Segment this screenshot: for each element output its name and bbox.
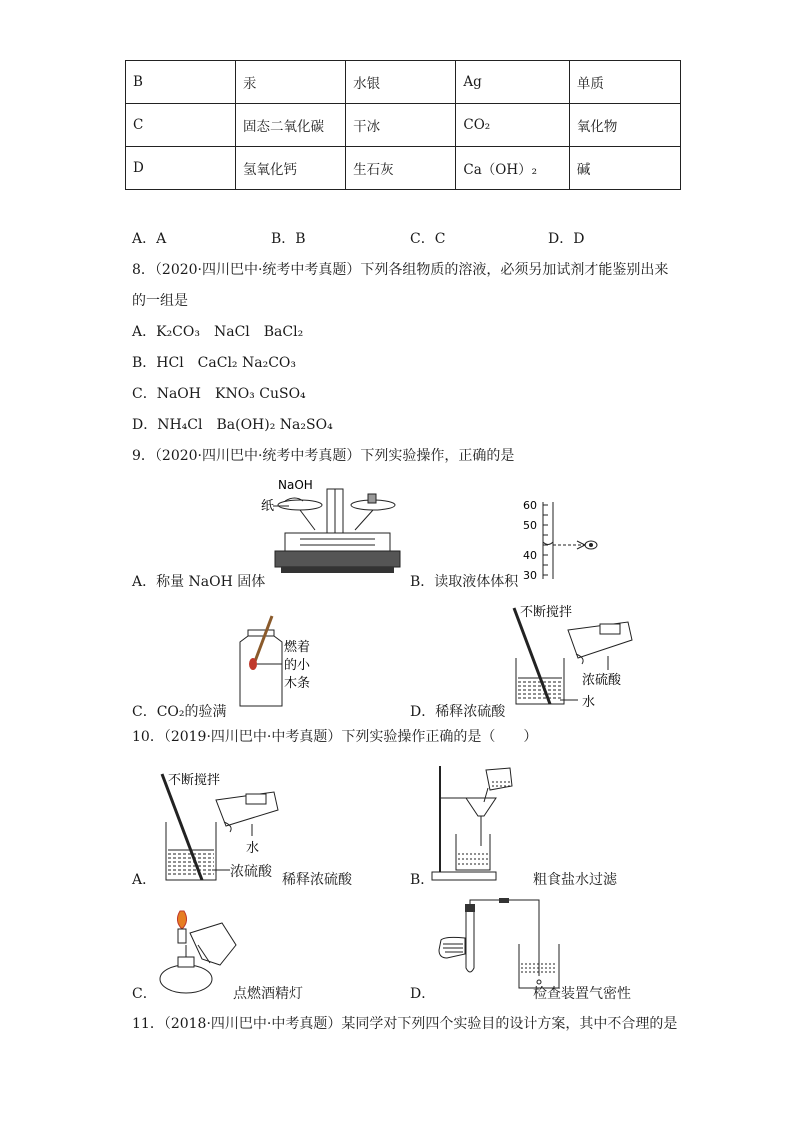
table-cell: 水银 bbox=[346, 61, 456, 104]
q10-option-d[interactable]: D． bbox=[410, 986, 436, 1002]
acid-label: 浓硫酸 bbox=[582, 673, 622, 688]
table-cell: 固态二氧化碳 bbox=[235, 104, 345, 147]
stir-label-q10: 不断搅拌 bbox=[168, 773, 221, 788]
table-cell: Ca（OH）₂ bbox=[456, 147, 569, 190]
q10-option-a[interactable]: A． bbox=[132, 872, 157, 888]
q10-option-d-caption: 检查装置气密性 bbox=[533, 986, 631, 1002]
q10-option-a-caption: 稀释浓硫酸 bbox=[282, 872, 352, 888]
paper-label: 纸 bbox=[261, 499, 275, 514]
stick-label-3: 木条 bbox=[284, 676, 311, 691]
q7-option-b[interactable]: B．B bbox=[271, 231, 306, 247]
table-cell: 氢氧化钙 bbox=[235, 147, 345, 190]
tick-40: 40 bbox=[523, 549, 537, 562]
q9-option-d[interactable]: D．稀释浓硫酸 bbox=[410, 704, 506, 720]
q8-option-c[interactable]: C．NaOH KNO₃ CuSO₄ bbox=[132, 386, 306, 402]
co2-bottle-figure bbox=[232, 614, 342, 709]
q7-option-c[interactable]: C．C bbox=[410, 231, 446, 247]
q10-option-b[interactable]: B． bbox=[410, 872, 435, 888]
dilution-figure-q9 bbox=[508, 600, 653, 712]
table-row bbox=[126, 147, 681, 190]
alcohol-lamp-figure bbox=[150, 905, 245, 1000]
tick-30: 30 bbox=[523, 569, 537, 582]
q7-option-a[interactable]: A．A bbox=[132, 231, 167, 247]
table-cell: 干冰 bbox=[346, 104, 456, 147]
table-cell: B bbox=[126, 61, 236, 104]
table-cell: 单质 bbox=[569, 61, 680, 104]
stir-label: 不断搅拌 bbox=[520, 605, 573, 620]
q8-option-d[interactable]: D．NH₄Cl Ba(OH)₂ Na₂SO₄ bbox=[132, 417, 333, 433]
balance-figure bbox=[255, 475, 405, 580]
stick-label-1: 燃着 bbox=[284, 640, 311, 655]
filtration-figure bbox=[430, 762, 540, 884]
q8-stem-line1: 8．（2020·四川巴中·统考中考真题）下列各组物质的溶液，必须另加试剂才能鉴别出来 bbox=[132, 262, 669, 278]
acid-label-q10: 浓硫酸 bbox=[230, 864, 272, 880]
table-cell: D bbox=[126, 147, 236, 190]
table-cell: 汞 bbox=[235, 61, 345, 104]
q10-option-b-caption: 粗食盐水过滤 bbox=[533, 872, 617, 888]
naoh-label: NaOH bbox=[278, 478, 313, 492]
q10-option-c[interactable]: C． bbox=[132, 986, 157, 1002]
substance-table bbox=[125, 60, 681, 190]
table-cell: C bbox=[126, 104, 236, 147]
table-cell: 氧化物 bbox=[569, 104, 680, 147]
q7-option-d[interactable]: D．D bbox=[548, 231, 585, 247]
stick-label-2: 的小 bbox=[284, 658, 311, 673]
q11-stem: 11．（2018·四川巴中·中考真题）某同学对下列四个实验目的设计方案，其中不合理的是 bbox=[132, 1016, 678, 1032]
q8-stem-line2: 的一组是 bbox=[132, 293, 188, 309]
table-cell: 生石灰 bbox=[346, 147, 456, 190]
q10-stem: 10．（2019·四川巴中·中考真题）下列实验操作正确的是（ ） bbox=[132, 729, 538, 745]
table-cell: CO₂ bbox=[456, 104, 569, 147]
q9-option-a[interactable]: A．称量 NaOH 固体 bbox=[132, 574, 266, 590]
q8-option-b[interactable]: B．HCl CaCl₂ Na₂CO₃ bbox=[132, 355, 297, 371]
water-label-q10: 水 bbox=[246, 841, 260, 856]
q9-stem: 9．（2020·四川巴中·统考中考真题）下列实验操作，正确的是 bbox=[132, 448, 515, 464]
q10-option-c-caption: 点燃酒精灯 bbox=[233, 986, 303, 1002]
q9-option-c[interactable]: C．CO₂的验满 bbox=[132, 704, 227, 720]
tick-50: 50 bbox=[523, 519, 537, 532]
tick-60: 60 bbox=[523, 499, 537, 512]
water-label: 水 bbox=[582, 695, 596, 710]
q9-option-b[interactable]: B．读取液体体积 bbox=[410, 574, 519, 590]
table-cell: 碱 bbox=[569, 147, 680, 190]
q8-option-a[interactable]: A．K₂CO₃ NaCl BaCl₂ bbox=[132, 324, 304, 340]
table-row bbox=[126, 104, 681, 147]
cylinder-figure bbox=[515, 497, 605, 585]
table-row bbox=[126, 61, 681, 104]
table-cell: Ag bbox=[456, 61, 569, 104]
